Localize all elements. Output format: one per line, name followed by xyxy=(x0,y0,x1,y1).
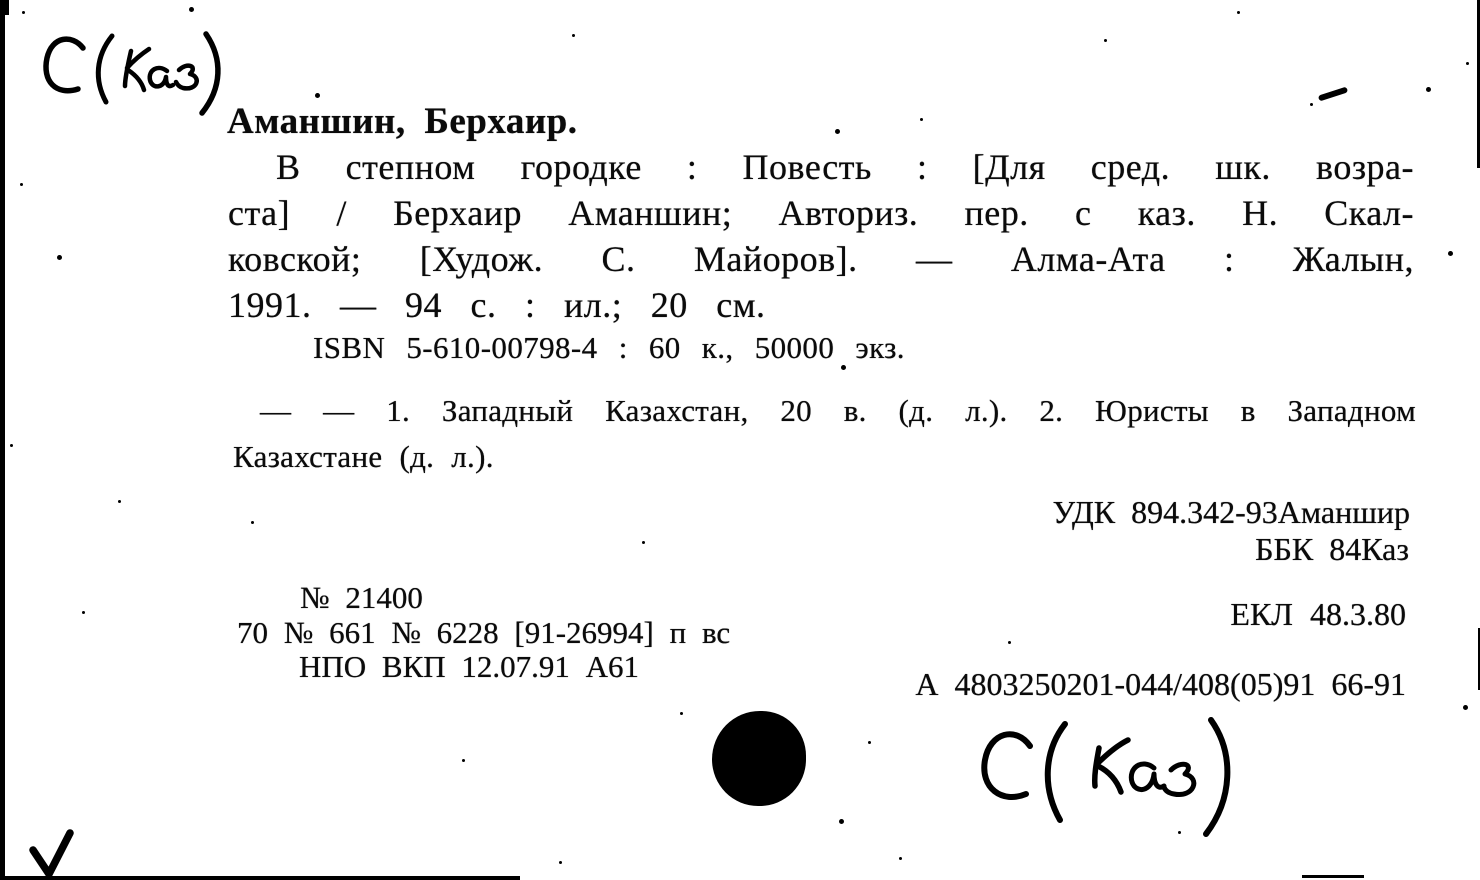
scan-edge-bottom-dash xyxy=(1302,875,1364,878)
bbk-index: ББК 84Каз xyxy=(1255,531,1409,567)
scan-edge-left xyxy=(0,0,5,880)
subject-tracings-line-1: — — 1. Западный Казахстан, 20 в. (д. л.). 2. Юристы в Западном xyxy=(260,393,1416,428)
description-line-3: ковской; [Худож. С. Майоров]. — Алма-Ата : Жалын, xyxy=(228,239,1414,279)
accession-number: № 21400 xyxy=(300,580,423,615)
pen-strokes-icon xyxy=(36,26,236,121)
description-line-2: ста] / Берхаир Аманшин; Авториз. пер. с каз. Н. Скал- xyxy=(228,193,1414,233)
udk-index: УДК 894.342-93Аманшир xyxy=(1052,494,1410,530)
checkmark-icon xyxy=(29,828,75,880)
pen-strokes-icon xyxy=(968,706,1263,841)
order-number-index: А 4803250201-044/408(05)91 66-91 xyxy=(915,666,1406,702)
ekl-index: ЕКЛ 48.3.80 xyxy=(1230,596,1406,632)
processing-date-row: НПО ВКП 12.07.91 А61 xyxy=(299,649,640,684)
handwritten-classmark-top xyxy=(36,26,236,121)
punch-hole xyxy=(712,711,806,806)
description-line-4: 1991. — 94 с. : ил.; 20 см. xyxy=(228,285,766,325)
scan-edge-bottom xyxy=(0,876,520,880)
subject-tracings-line-2: Казахстане (д. л.). xyxy=(233,439,494,474)
scan-noise xyxy=(0,0,3,3)
description-line-1: В степном городке : Повесть : [Для сред. шк. возра- xyxy=(276,147,1414,187)
processing-numbers: 70 № 661 № 6228 [91-26994] п вс xyxy=(237,615,731,650)
pen-checkmark xyxy=(29,828,75,880)
author-heading: Аманшин, Берхаир. xyxy=(227,101,578,142)
isbn-line: ISBN 5-610-00798-4 : 60 к., 50000 экз. xyxy=(313,330,905,365)
stray-pen-mark xyxy=(1318,87,1348,102)
handwritten-classmark-bottom xyxy=(968,706,1263,841)
